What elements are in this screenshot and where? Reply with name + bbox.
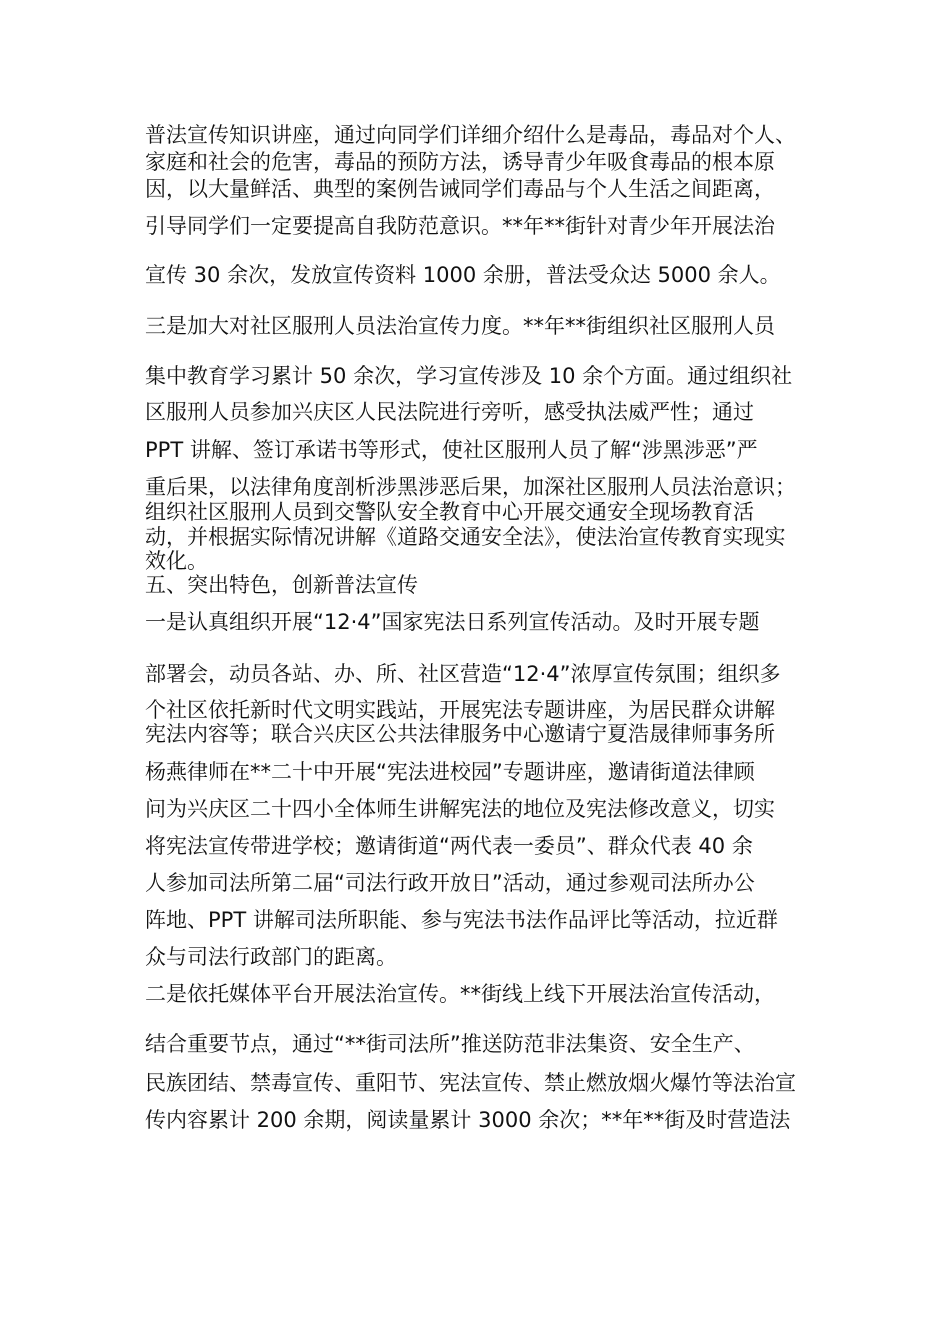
text-line: 因，以大量鲜活、典型的案例告诫同学们毒品与个人生活之间距离， <box>145 177 775 201</box>
text-line: 引导同学们一定要提高自我防范意识。**年**街针对青少年开展法治 <box>145 214 775 238</box>
text-line: 组织社区服刑人员到交警队安全教育中心开展交通安全现场教育活 <box>145 500 754 524</box>
text-line: 将宪法宣传带进学校；邀请街道“两代表一委员”、群众代表 40 余 <box>145 834 753 858</box>
text-line: 普法宣传知识讲座，通过向同学们详细介绍什么是毒品，毒品对个人、 <box>145 123 796 147</box>
text-line: 民族团结、禁毒宣传、重阳节、宪法宣传、禁止燃放烟火爆竹等法治宣 <box>145 1071 796 1095</box>
text-line: 结合重要节点，通过“**街司法所”推送防范非法集资、安全生产、 <box>145 1032 755 1056</box>
text-line: 二是依托媒体平台开展法治宣传。**街线上线下开展法治宣传活动， <box>145 982 775 1006</box>
text-line: 区服刑人员参加兴庆区人民法院进行旁听，感受执法威严性；通过 <box>145 400 754 424</box>
text-line: 重后果，以法律角度剖析涉黑涉恶后果，加深社区服刑人员法治意识； <box>145 475 796 499</box>
text-line: 个社区依托新时代文明实践站，开展宪法专题讲座，为居民群众讲解 <box>145 698 775 722</box>
text-line: 宪法内容等；联合兴庆区公共法律服务中心邀请宁夏浩晟律师事务所 <box>145 722 775 746</box>
text-line: 人参加司法所第二届“司法行政开放日”活动，通过参观司法所办公 <box>145 871 755 895</box>
text-line: 效化。 <box>145 549 208 573</box>
text-line: 传内容累计 200 余期，阅读量累计 3000 余次；**年**街及时营造法 <box>145 1108 791 1132</box>
text-line: PPT 讲解、签订承诺书等形式，使社区服刑人员了解“涉黑涉恶”严 <box>145 438 758 462</box>
text-line: 众与司法行政部门的距离。 <box>145 945 397 969</box>
text-line: 部署会，动员各站、办、所、社区营造“12·4”浓厚宣传氛围；组织多 <box>145 662 781 686</box>
text-line: 阵地、PPT 讲解司法所职能、参与宪法书法作品评比等活动，拉近群 <box>145 908 778 932</box>
text-line: 问为兴庆区二十四小全体师生讲解宪法的地位及宪法修改意义，切实 <box>145 797 775 821</box>
text-line: 杨燕律师在**二十中开展“宪法进校园”专题讲座，邀请街道法律顾 <box>145 760 755 784</box>
text-line: 动，并根据实际情况讲解《道路交通安全法》，使法治宣传教育实现实 <box>145 525 786 549</box>
text-line: 宣传 30 余次，发放宣传资料 1000 余册，普法受众达 5000 余人。 <box>145 263 781 287</box>
text-line: 三是加大对社区服刑人员法治宣传力度。**年**街组织社区服刑人员 <box>145 314 775 338</box>
text-line: 集中教育学习累计 50 余次，学习宣传涉及 10 余个方面。通过组织社 <box>145 364 793 388</box>
text-line: 一是认真组织开展“12·4”国家宪法日系列宣传活动。及时开展专题 <box>145 610 760 634</box>
section-heading: 五、突出特色，创新普法宣传 <box>145 573 418 597</box>
text-line: 家庭和社会的危害，毒品的预防方法，诱导青少年吸食毒品的根本原 <box>145 150 775 174</box>
